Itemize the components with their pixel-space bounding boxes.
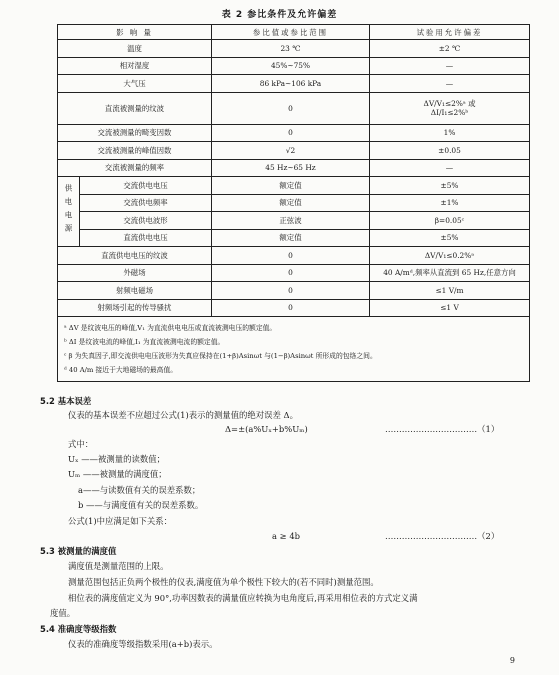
- cell-ref: 0: [212, 247, 370, 265]
- table-row: [58, 247, 530, 265]
- cell-qty: 温度: [58, 40, 212, 58]
- table-row: [58, 194, 530, 212]
- cell-qty: 交流被测量的峰值因数: [58, 142, 212, 160]
- cell-qty: 直流供电电压: [80, 229, 212, 247]
- section-5-4-text: 仪表的准确度等级指数采用(a+b)表示。: [68, 639, 218, 649]
- cell-dev: ≤1 V/m: [370, 282, 530, 300]
- cell-ref: 86 kPa~106 kPa: [212, 75, 370, 93]
- equation-2: a ≥ 4b: [272, 531, 301, 541]
- cell-qty: 射频电磁场: [58, 282, 212, 300]
- reference-conditions-table: [57, 24, 530, 382]
- table-row: [58, 40, 530, 58]
- cell-dev: ±1%: [370, 194, 530, 212]
- section-5-3-p4: 度值。: [50, 608, 76, 618]
- cell-ref: 45 Hz~65 Hz: [212, 159, 370, 177]
- cell-qty: 交流供电波形: [80, 212, 212, 230]
- where-label: 式中：: [68, 439, 94, 449]
- table-row: [58, 92, 530, 124]
- cell-dev: [370, 92, 530, 124]
- cell-dev: ≤1 V: [370, 299, 530, 317]
- cell-ref: 0: [212, 264, 370, 282]
- cell-qty: 交流被测量的畸变因数: [58, 124, 212, 142]
- note-a: ᵃ ΔV 是纹波电压的峰值,V₁ 为直流供电电压或直流被测电压的额定值。: [64, 324, 277, 332]
- section-5-3-p2: 测量范围包括正负两个极性的仪表,满度值为单个极性下较大的(若不同时)测量范围。: [68, 577, 379, 587]
- header-deviation: 试验用允许偏差: [370, 25, 530, 40]
- cell-dev: ΔV/V₁≤0.2%ᵃ: [370, 247, 530, 265]
- cell-ref: √2: [212, 142, 370, 160]
- cell-dev-line2: ΔI/I₁≤2%ᵇ: [430, 108, 469, 117]
- table-row: [58, 264, 530, 282]
- table-row: [58, 282, 530, 300]
- group-label-power-supply: [58, 177, 80, 247]
- cell-qty: 直流供电电压的纹波: [58, 247, 212, 265]
- cell-dev: ±2 ℃: [370, 40, 530, 58]
- cell-qty: 大气压: [58, 75, 212, 93]
- page-number: 9: [509, 656, 515, 665]
- cell-ref: 额定值: [212, 194, 370, 212]
- cell-qty: 射频场引起的传导骚扰: [58, 299, 212, 317]
- equation-1: Δ=±(a%Uₓ+b%Uₘ): [225, 424, 308, 434]
- cell-dev: —: [370, 57, 530, 75]
- table-row: [58, 142, 530, 160]
- table-notes-row: [58, 317, 530, 382]
- group-label-text: 供电电源: [64, 183, 73, 238]
- cell-ref: 额定值: [212, 229, 370, 247]
- cell-ref: 45%~75%: [212, 57, 370, 75]
- cell-ref: 0: [212, 124, 370, 142]
- table-row: [58, 75, 530, 93]
- cell-ref: 0: [212, 299, 370, 317]
- equation-2-number: ……………………………（2）: [385, 531, 500, 541]
- cell-dev: 40 A/mᵈ,频率从直流到 65 Hz,任意方向: [370, 264, 530, 282]
- cell-qty: 相对湿度: [58, 57, 212, 75]
- section-5-2-heading: 5.2 基本误差: [40, 396, 92, 406]
- cell-qty: 直流被测量的纹波: [58, 92, 212, 124]
- cell-ref: 23 ℃: [212, 40, 370, 58]
- table-header-row: [58, 25, 530, 40]
- note-d: ᵈ 40 A/m 接近于大地磁场的最高值。: [64, 366, 178, 374]
- header-reference: 参比值或参比范围: [212, 25, 370, 40]
- cell-qty: 外磁场: [58, 264, 212, 282]
- section-5-2-text: 仪表的基本误差不应超过公式(1)表示的测量值的绝对误差 Δ。: [68, 410, 298, 420]
- cell-qty: 交流供电电压: [80, 177, 212, 195]
- table-row: [58, 124, 530, 142]
- table-notes: [58, 317, 530, 382]
- note-c: ᶜ β 为失真因子,即交流供电电压波形为失真应保持在(1+β)Asinωt 与(1−β)Asinωt 所形成的包络之间。: [64, 352, 377, 360]
- cell-qty: 交流被测量的频率: [58, 159, 212, 177]
- cell-ref: 额定值: [212, 177, 370, 195]
- cell-ref: 0: [212, 282, 370, 300]
- cell-dev-line1: ΔV/V₁≤2%ᵃ 或: [423, 99, 476, 108]
- definition-ux: Uₓ ——被测量的读数值；: [68, 454, 166, 464]
- table-row: [58, 299, 530, 317]
- cell-ref: 0: [212, 92, 370, 124]
- cell-dev: ±5%: [370, 177, 530, 195]
- cell-dev: β=0.05ᶜ: [370, 212, 530, 230]
- header-influence: 影 响 量: [58, 25, 212, 40]
- table-row: [58, 229, 530, 247]
- definition-a: a——与读数值有关的误差系数；: [78, 485, 201, 495]
- section-5-3-p1: 满度值是测量范围的上限。: [68, 561, 169, 571]
- cell-dev: —: [370, 159, 530, 177]
- cell-dev: ±0.05: [370, 142, 530, 160]
- equation-1-number: ……………………………（1）: [385, 424, 500, 434]
- table-row: [58, 177, 530, 195]
- cell-dev: ±5%: [370, 229, 530, 247]
- cell-dev: —: [370, 75, 530, 93]
- cell-ref: 正弦波: [212, 212, 370, 230]
- section-5-4-heading: 5.4 准确度等级指数: [40, 624, 117, 634]
- table-title: 表 2 参比条件及允许偏差: [221, 10, 338, 20]
- note-b: ᵇ ΔI 是纹波电流的峰值,I₁ 为直流被测电流的额定值。: [64, 338, 225, 346]
- definition-um: Uₘ ——被测量的满度值；: [68, 469, 167, 479]
- table-row: [58, 212, 530, 230]
- table-row: [58, 159, 530, 177]
- definition-b: b ——与满度值有关的误差系数。: [78, 500, 204, 510]
- section-5-3-heading: 5.3 被测量的满度值: [40, 546, 117, 556]
- condition-text: 公式(1)中应满足如下关系：: [68, 516, 172, 526]
- table-row: [58, 57, 530, 75]
- cell-qty: 交流供电频率: [80, 194, 212, 212]
- section-5-3-p3: 相位表的满度值定义为 90°,功率因数表的满量值应转换为电角度后,再采用相位表的方式定义满: [68, 593, 418, 603]
- cell-dev: 1%: [370, 124, 530, 142]
